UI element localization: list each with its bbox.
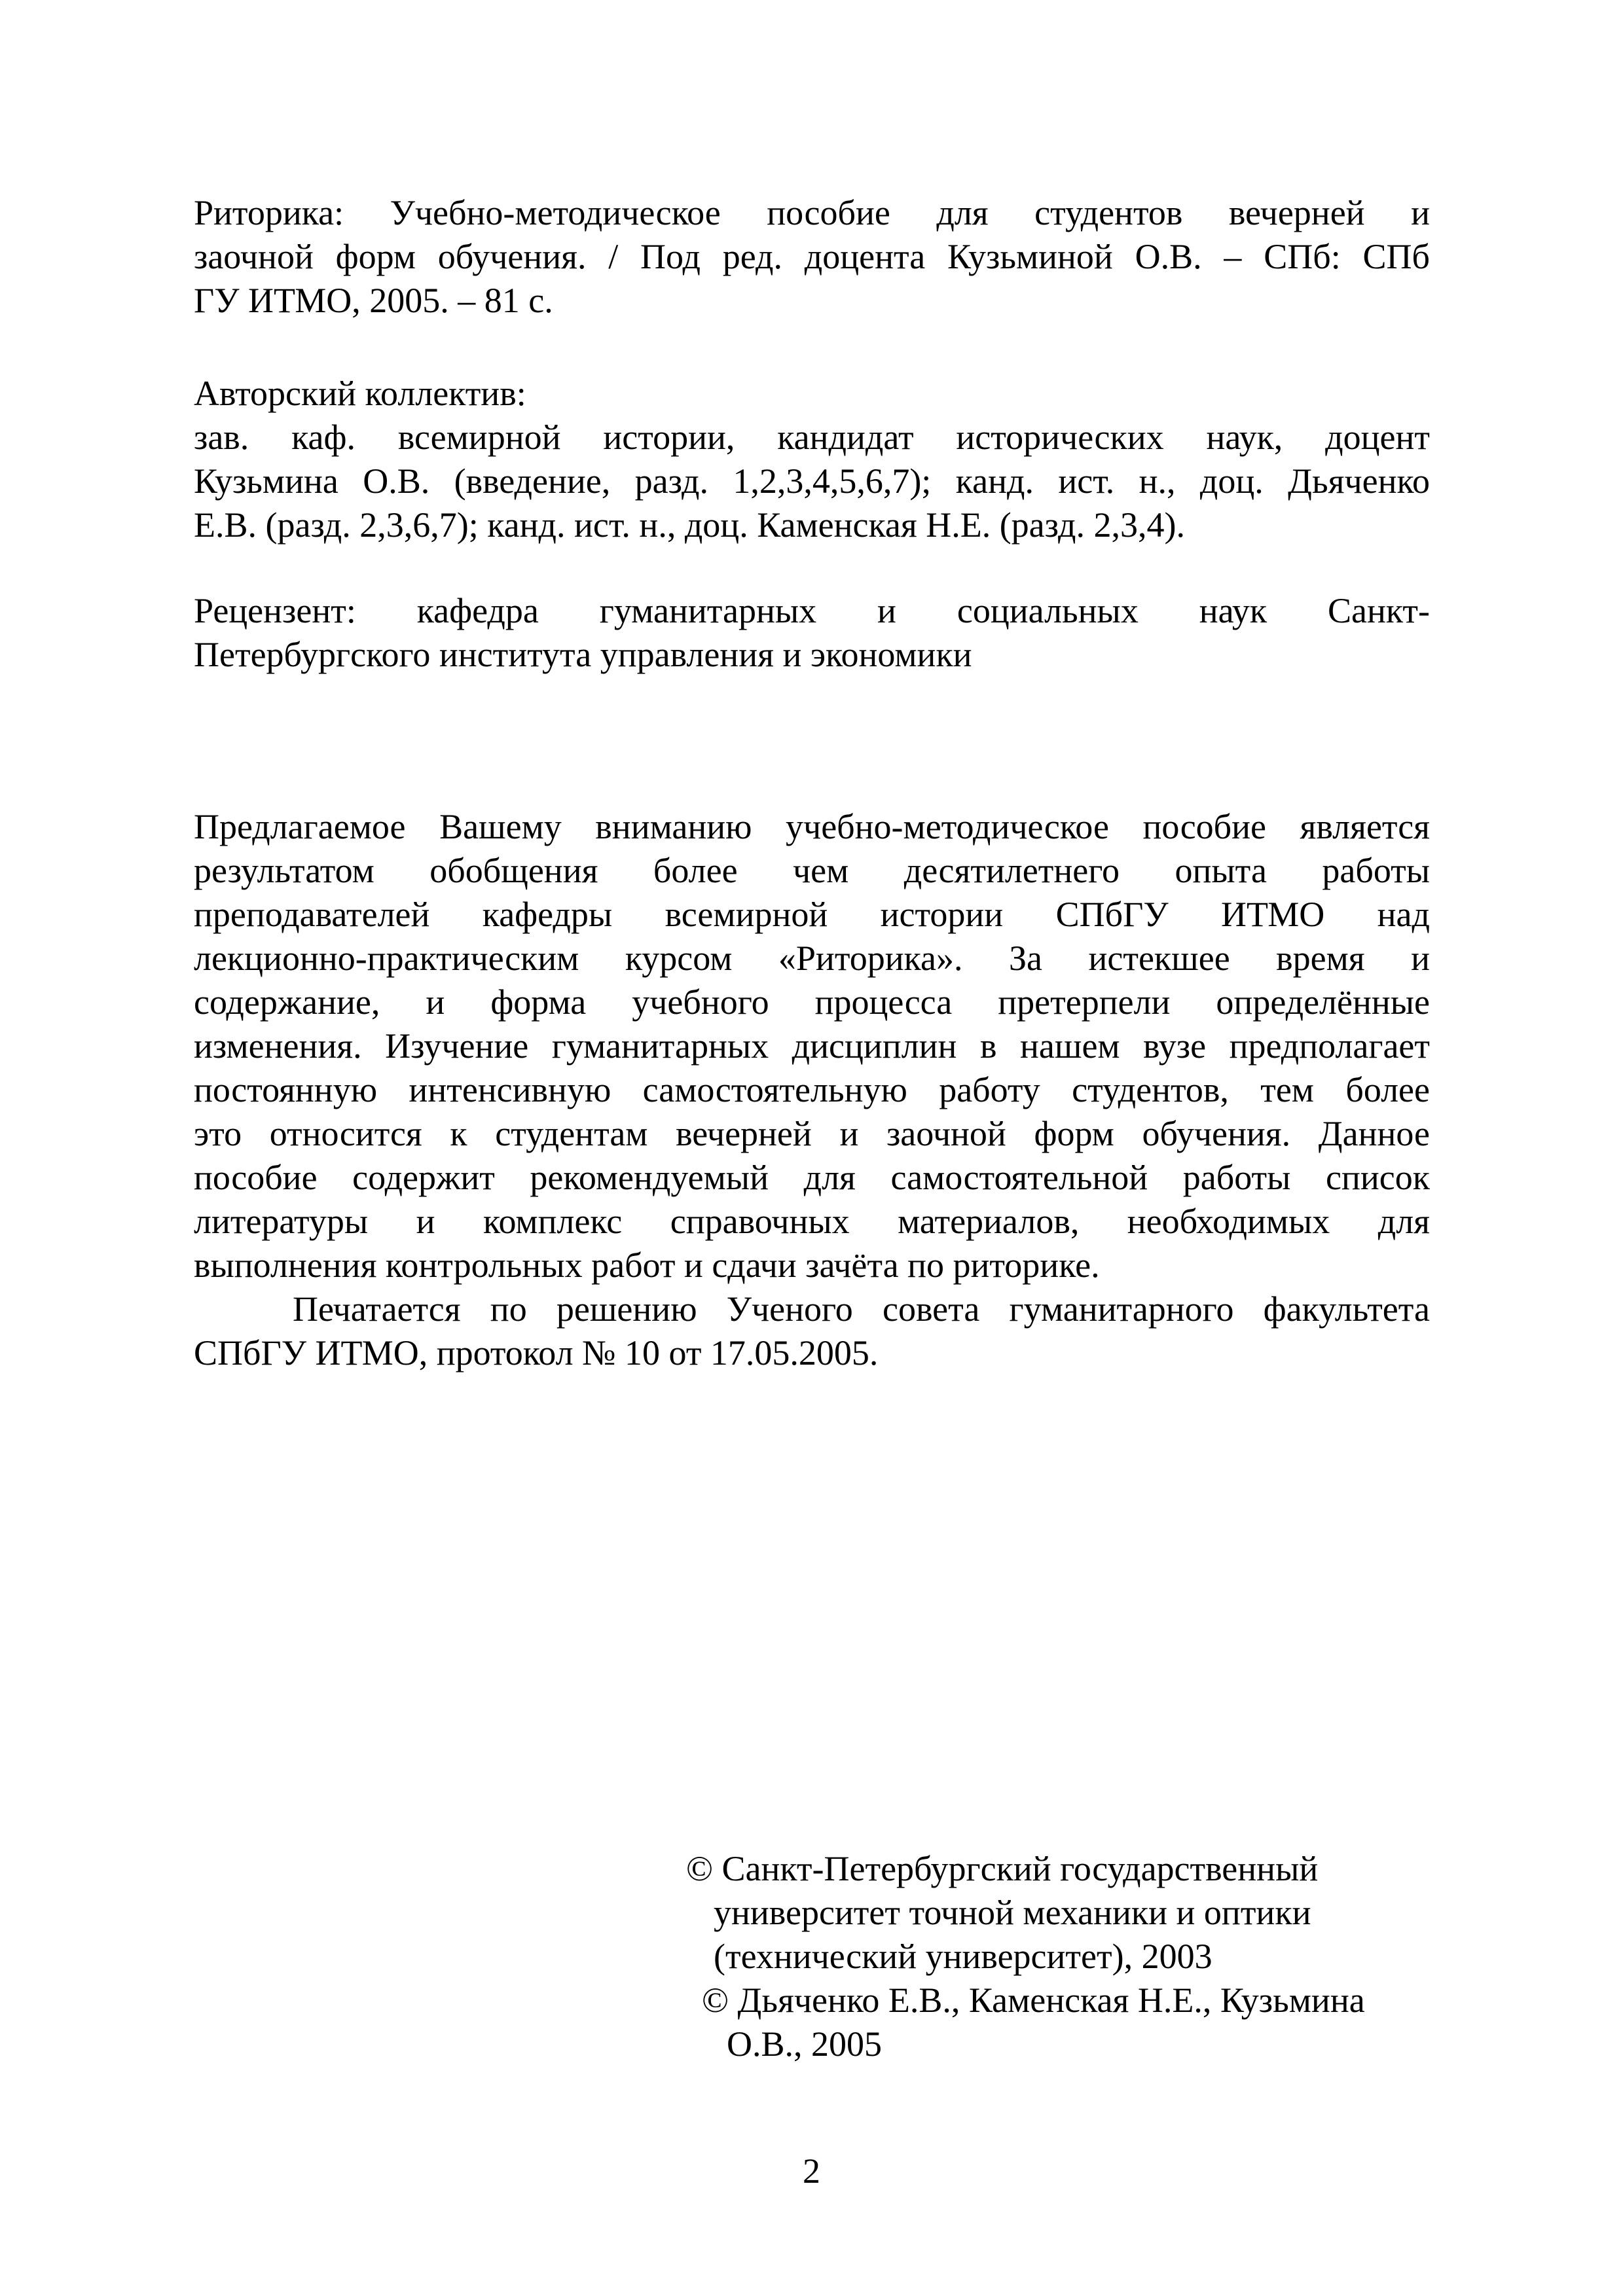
copyright-notice [686, 1847, 1472, 2066]
abstract-line: результатом обобщения более чем десятилетнего опыта работы [194, 851, 1430, 890]
approval-line: СПбГУ ИТМО, протокол № 10 от 17.05.2005. [194, 1333, 879, 1372]
abstract-line: содержание, и форма учебного процесса претерпели определённые [194, 982, 1430, 1022]
authors-section [194, 372, 1430, 547]
abstract-line: Предлагаемое Вашему вниманию учебно-методическое пособие является [194, 807, 1430, 846]
reviewer-section [194, 589, 1430, 677]
approval-line: Печатается по решению Ученого совета гуманитарного факультета [293, 1289, 1430, 1329]
abstract-line: выполнения контрольных работ и сдачи зачёта по риторике. [194, 1246, 1100, 1285]
copyright-line: О.В., 2005 [727, 2024, 883, 2064]
abstract-line: преподавателей кафедры всемирной истории СПбГУ ИТМО над [194, 895, 1430, 934]
abstract-line: изменения. Изучение гуманитарных дисциплин в нашем вузе предполагает [194, 1026, 1430, 1066]
reviewer-line: Петербургского института управления и экономики [194, 635, 972, 674]
authors-line: Кузьмина О.В. (введение, разд. 1,2,3,4,5,6,7); канд. ист. н., доц. Дьяченко [194, 461, 1430, 501]
abstract-line: пособие содержит рекомендуемый для самостоятельной работы список [194, 1158, 1430, 1197]
abstract-line: постоянную интенсивную самостоятельную работу студентов, тем более [194, 1070, 1430, 1109]
copyright-line: (технический университет), 2003 [714, 1937, 1213, 1976]
abstract-section [194, 805, 1430, 1375]
copyright-line: университет точной механики и оптики [714, 1893, 1311, 1932]
bibliographic-line: заочной форм обучения. / Под ред. доцента Кузьминой О.В. – СПб: СПб [194, 237, 1430, 276]
copyright-line: © Санкт-Петербургский государственный [686, 1849, 1319, 1888]
abstract-line: лекционно-практическим курсом «Риторика». За истекшее время и [194, 939, 1430, 978]
bibliographic-line: ГУ ИТМО, 2005. – 81 с. [194, 281, 553, 320]
copyright-line: © Дьяченко Е.В., Каменская Н.Е., Кузьмина [702, 1981, 1365, 2020]
abstract-line: это относится к студентам вечерней и заочной форм обучения. Данное [194, 1114, 1430, 1153]
page-number: 2 [803, 2151, 820, 2191]
authors-line: Е.В. (разд. 2,3,6,7); канд. ист. н., доц. Каменская Н.Е. (разд. 2,3,4). [194, 505, 1185, 545]
bibliographic-line: Риторика: Учебно-методическое пособие для студентов вечерней и [194, 193, 1430, 232]
reviewer-line: Рецензент: кафедра гуманитарных и социальных наук Санкт- [194, 591, 1430, 630]
bibliographic-record [194, 191, 1430, 323]
abstract-line: литературы и комплекс справочных материалов, необходимых для [194, 1202, 1430, 1241]
authors-heading: Авторский коллектив: [194, 374, 526, 413]
authors-line: зав. каф. всемирной истории, кандидат исторических наук, доцент [194, 418, 1430, 457]
